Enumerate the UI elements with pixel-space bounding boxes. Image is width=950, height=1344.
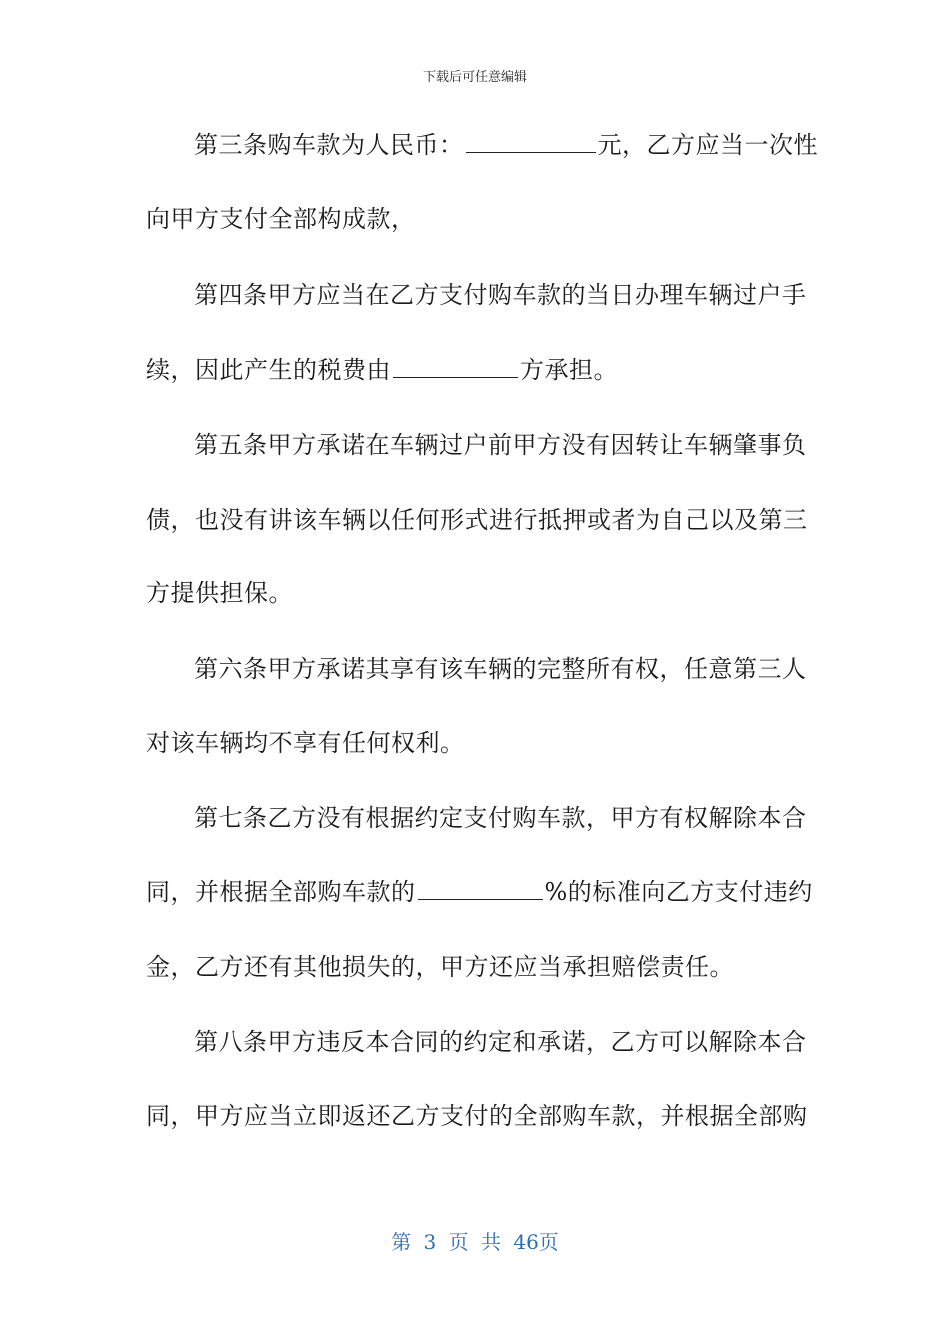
- text-segment: 方承担。: [520, 356, 618, 384]
- article-4-line-2: [146, 355, 618, 385]
- amount-blank: [466, 132, 596, 153]
- tax-party-blank: [393, 357, 518, 378]
- article-7-line-2: [146, 877, 813, 907]
- article-7-line-3: 金，乙方还有其他损失的，甲方还应当承担赔偿责任。: [146, 953, 734, 981]
- article-6-line-1: 第六条甲方承诺其享有该车辆的完整所有权，任意第三人: [194, 655, 807, 683]
- page-number-footer: 第 3 页 共 46页: [391, 1230, 559, 1254]
- text-segment: 第三条购车款为人民币：: [194, 131, 464, 159]
- article-8-line-2: 同，甲方应当立即返还乙方支付的全部购车款，并根据全部购: [146, 1102, 808, 1130]
- article-6-line-2: 对该车辆均不享有任何权利。: [146, 729, 465, 757]
- article-4-line-1: 第四条甲方应当在乙方支付购车款的当日办理车辆过户手: [194, 281, 807, 309]
- article-5-line-2: 债，也没有讲该车辆以任何形式进行抵押或者为自己以及第三: [146, 506, 808, 534]
- text-segment: 同，并根据全部购车款的: [146, 878, 416, 906]
- text-segment: 续，因此产生的税费由: [146, 356, 391, 384]
- article-5-line-1: 第五条甲方承诺在车辆过户前甲方没有因转让车辆肇事负: [194, 431, 807, 459]
- article-5-line-3: 方提供担保。: [146, 579, 293, 607]
- text-segment: 元，乙方应当一次性: [597, 131, 818, 159]
- article-3-line-1: [194, 130, 818, 160]
- article-8-line-1: 第八条甲方违反本合同的约定和承诺，乙方可以解除本合: [194, 1028, 807, 1056]
- page-header: 下载后可任意编辑: [422, 70, 527, 85]
- article-3-line-2: 向甲方支付全部构成款，: [146, 205, 416, 233]
- text-segment: %的标准向乙方支付违约: [544, 878, 813, 906]
- percent-blank: [418, 879, 543, 900]
- article-7-line-1: 第七条乙方没有根据约定支付购车款，甲方有权解除本合: [194, 804, 807, 832]
